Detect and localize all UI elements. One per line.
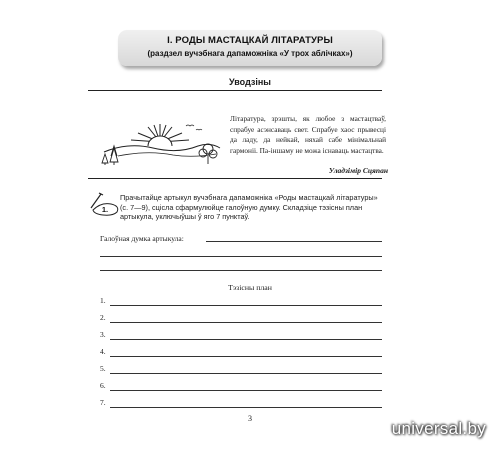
plan-item-number: 1. (100, 296, 106, 305)
epigraph-author: Уладзімір Сцяпан (328, 166, 388, 175)
plan-item-line[interactable] (110, 407, 382, 408)
divider-middle (88, 178, 382, 179)
page-number: 3 (248, 414, 252, 423)
main-idea-line-3[interactable] (100, 270, 382, 271)
plan-item-line[interactable] (110, 356, 382, 357)
task-number: 1. (101, 205, 109, 214)
plan-item-number: 6. (100, 381, 106, 390)
plan-item-number: 4. (100, 347, 106, 356)
main-idea-line-1[interactable] (206, 241, 382, 242)
watermark: universal.by (391, 419, 486, 438)
section-header (118, 30, 382, 66)
plan-title: Тэзісны план (228, 283, 272, 292)
epigraph-text: Літаратура, зрэшты, як любое з мастацтваў, спрабуе асэнсаваць свет. Спрабуе хаос прывесці да ладу, да нейкай, няхай сабе мінімальнай гармоніі. Па-іншаму не можа існаваць мастацтва. (230, 114, 386, 155)
sunrise-landscape-illustration (98, 118, 223, 166)
plan-item-number: 7. (100, 398, 106, 407)
plan-item-number: 5. (100, 364, 106, 373)
plan-item-line[interactable] (110, 322, 382, 323)
plan-item-number: 2. (100, 313, 106, 322)
plan-item-line[interactable] (110, 373, 382, 374)
main-idea-line-2[interactable] (100, 256, 382, 257)
plan-item-line[interactable] (110, 390, 382, 391)
task-instructions: Прачытайце артыкул вучэбнага дапаможніка «Роды мастацкай літаратуры» (с. 7—9), сцісла сфармулюйце галоўную думку. Складзіце тэзісны план артыкула, уключыўшы ў яго 7 пунктаў. (120, 193, 378, 222)
task-pencil-icon (87, 190, 121, 216)
section-title: І. РОДЫ МАСТАЦКАЙ ЛІТАРАТУРЫ (167, 35, 333, 46)
plan-item-number: 3. (100, 330, 106, 339)
section-subtitle: (раздзел вучэбнага дапаможніка «У трох аблічках») (147, 49, 353, 58)
divider-top (88, 90, 382, 91)
plan-item-line[interactable] (110, 305, 382, 306)
main-idea-label: Галоўная думка артыкула: (100, 234, 184, 243)
subsection-title: Уводзіны (229, 77, 271, 87)
plan-item-line[interactable] (110, 339, 382, 340)
